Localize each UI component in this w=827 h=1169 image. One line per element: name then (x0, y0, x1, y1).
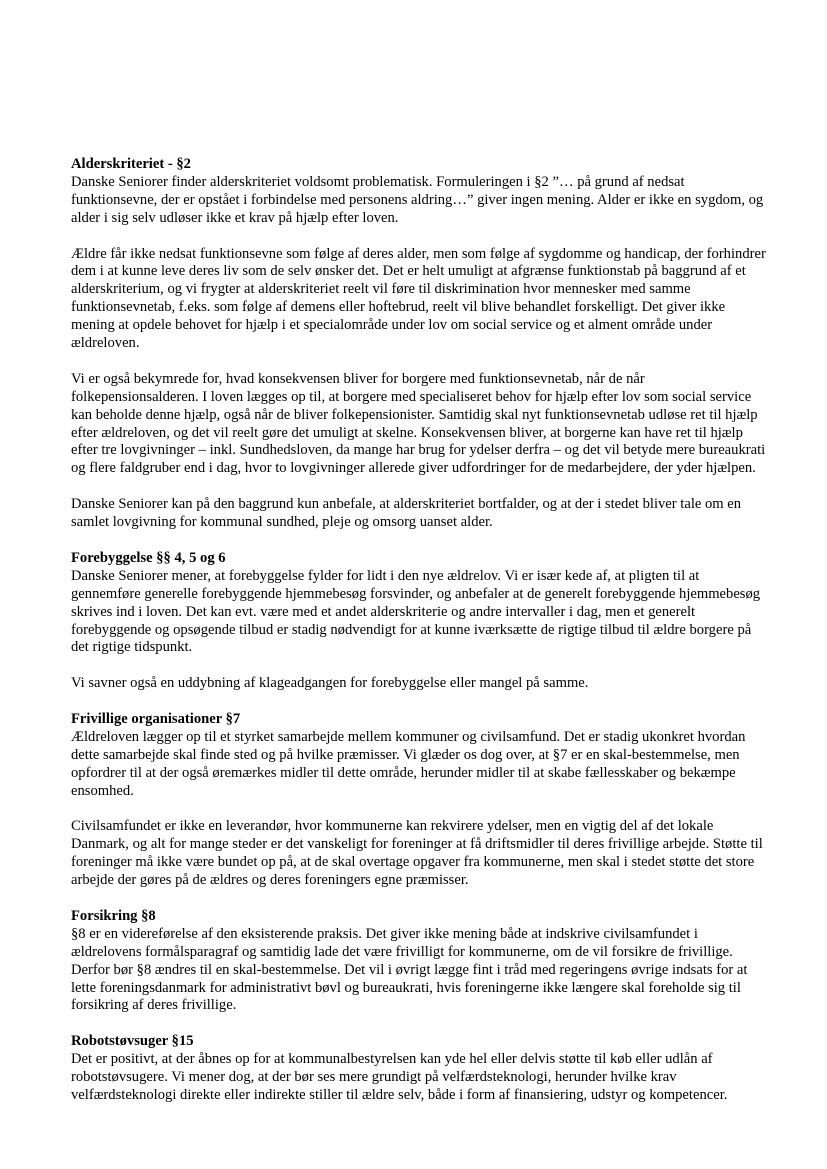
section-forsikring (71, 908, 771, 1015)
paragraph: Civilsamfundet er ikke en leverandør, hvor kommunerne kan rekvirere ydelser, men en vigtig del af det lokale Danmark, og alt for mange steder er det vanskeligt for foreninger at få driftsmidler til deres frivillige arbejde. Støtte til foreninger må ikke være bundet op på, at de skal overtage opgaver fra kommunerne, men skal i stedet støtte det store arbejde der gøres på de ældres og deres foreningers egne præmisser. (71, 818, 763, 889)
section-heading: Forebyggelse §§ 4, 5 og 6 (71, 549, 226, 566)
paragraph: Danske Seniorer mener, at forebyggelse fylder for lidt i den nye ældrelov. Vi er især kede af, at pligten til at gennemføre generelle forebyggende hjemmebesøg forsvinder, og anbefaler at de generelt forebyggende hjemmebesøg skrives ind i loven. Det kan evt. være med et andet alderskriterie og andre intervaller i dag, men et generelt forebyggende og opsøgende tilbud er stadig nødvendigt for at kunne iværksætte de rigtige tilbud til ældre borgere på det rigtige tidspunkt. (71, 567, 761, 656)
paragraph: Vi er også bekymrede for, hvad konsekvensen bliver for borgere med funktionsevnetab, når de når folkepensionsalderen. I loven lægges op til, at borgere med specialiseret behov for hjælp efter lov som social service kan beholde denne hjælp, også når de bliver folkepensionister. Samtidig skal nyt funktionsevnetab udløse ret til hjælp efter ældreloven, og det vil reelt gøre det umuligt at skelne. Konsekvensen bliver, at borgerne kan have ret til hjælp efter tre lovgivninger – inkl. Sundhedsloven, da mange har brug for ydelser derfra – og det vil betyde mere bureaukrati og flere faldgruber end i dag, hvor to lovgivninger allerede giver udfordringer for de medarbejdere, der yder hjælpen. (71, 370, 766, 477)
paragraph: §8 er en videreførelse af den eksisterende praksis. Det giver ikke mening både at indskrive civilsamfundet i ældrelovens formålsparagraf og samtidig lade det være frivilligt for kommunerne, om de vil forsikre de frivillige. Derfor bør §8 ændres til en skal-bestemmelse. Det vil i øvrigt lægge fint i tråd med regeringens øvrige indsats for at lette foreningsdanmark for administrativt bøvl og bureaukrati, hvis foreningerne ikke længere skal foreholde sig til forsikring af deres frivillige. (71, 925, 748, 1014)
section-heading: Forsikring §8 (71, 907, 156, 924)
paragraph: Ældre får ikke nedsat funktionsevne som følge af deres alder, men som følge af sygdomme og handicap, der forhindrer dem i at kunne leve deres liv som de selv ønsker det. Det er helt umuligt at afgrænse funktionstab på baggrund af et alderskriterium, og vi frygter at alderskriteriet reelt vil føre til diskrimination hvor mennesker med samme funktionsevnetab, f.eks. som følge af demens eller hoftebrud, reelt vil blive behandlet forskelligt. Det giver ikke mening at opdele behovet for hjælp i et specialområde under lov om social service og et alment område under ældreloven. (71, 245, 766, 352)
section-frivillige-organisationer (71, 711, 771, 890)
section-robotstovsuger (71, 1033, 771, 1105)
section-forebyggelse (71, 550, 771, 693)
paragraph: Danske Seniorer finder alderskriteriet voldsomt problematisk. Formuleringen i §2 ”… på grund af nedsat funktionsevne, der er opstået i forbindelse med personens aldring…” giver ingen mening. Alder er ikke en sygdom, og alder i sig selv udløser ikke et krav på hjælp efter loven. (71, 173, 764, 226)
document-page (71, 156, 771, 1105)
paragraph: Det er positivt, at der åbnes op for at kommunalbestyrelsen kan yde hel eller delvis støtte til køb eller udlån af robotstøvsugere. Vi mener dog, at der bør ses mere grundigt på velfærdsteknologi, herunder hvilke krav velfærdsteknologi direkte eller indirekte stiller til ældre selv, både i form af finansiering, udstyr og kompetencer. (71, 1051, 728, 1103)
paragraph: Ældreloven lægger op til et styrket samarbejde mellem kommuner og civilsamfund. Det er stadig ukonkret hvordan dette samarbejde skal finde sted og på hvilke præmisser. Vi glæder os dog over, at §7 er en skal-bestemmelse, men opfordrer til at der også øremærkes midler til dette område, herunder midler til at skabe fællesskaber og bekæmpe ensomhed. (71, 728, 746, 799)
paragraph: Vi savner også en uddybning af klageadgangen for forebyggelse eller mangel på samme. (71, 675, 589, 692)
section-heading: Robotstøvsuger §15 (71, 1033, 194, 1050)
section-alderskriteriet (71, 156, 771, 532)
paragraph: Danske Seniorer kan på den baggrund kun anbefale, at alderskriteriet bortfalder, og at der i stedet bliver tale om en samlet lovgivning for kommunal sundhed, pleje og omsorg uanset alder. (71, 496, 742, 531)
section-heading: Frivillige organisationer §7 (71, 711, 241, 727)
section-heading: Alderskriteriet - §2 (71, 156, 191, 172)
